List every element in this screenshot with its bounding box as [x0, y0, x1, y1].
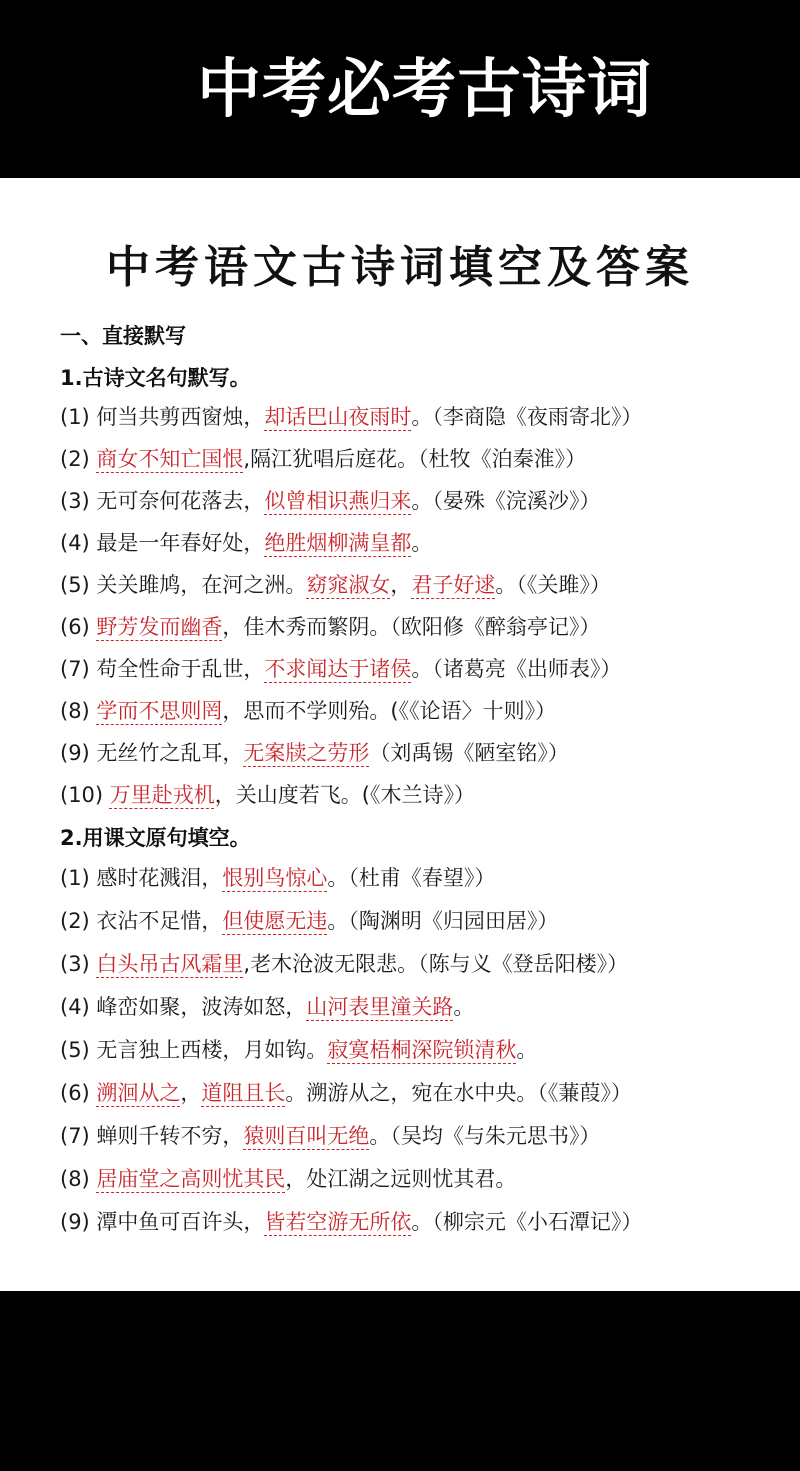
- item-number: (1): [60, 405, 97, 429]
- fill-blank-item: [60, 575, 611, 596]
- item-source: ，思而不学则殆。(《《论语〉十则》）: [222, 699, 557, 723]
- answer-text: 山河表里潼关路: [306, 995, 454, 1019]
- item-prompt: 无言独上西楼，月如钩。: [96, 1038, 328, 1062]
- item-source: 。（诸葛亮《出师表》）: [411, 657, 622, 681]
- item-number: (2): [60, 909, 97, 933]
- item-number: (2): [60, 447, 97, 471]
- item-number: (4): [60, 995, 97, 1019]
- item-source: 。（晏殊《浣溪沙》）: [411, 489, 601, 513]
- item-source: 。: [516, 1038, 538, 1062]
- answer-text: 恨别鸟惊心: [222, 866, 328, 890]
- item-source: ，处江湖之远则忧其君。: [285, 1167, 517, 1191]
- answer-text: 但使愿无违: [222, 909, 328, 933]
- part1-heading: 1.古诗文名句默写。: [60, 366, 251, 390]
- item-prompt: 感时花溅泪，: [96, 866, 223, 890]
- fill-blank-item: [60, 1212, 642, 1233]
- item-number: (10): [60, 783, 110, 807]
- item-source: ，佳木秀而繁阴。（欧阳修《醉翁亭记》）: [222, 615, 601, 639]
- fill-blank-item: [60, 407, 642, 428]
- item-prompt: 苟全性命于乱世，: [96, 657, 265, 681]
- item-source: 。（李商隐《夜雨寄北》）: [411, 405, 643, 429]
- answer-text: 君子好逑: [411, 573, 496, 597]
- item-source: 。（陶渊明《归园田居》）: [327, 909, 559, 933]
- item-punctuation: ，: [180, 1081, 202, 1105]
- item-prompt: 最是一年春好处，: [96, 531, 265, 555]
- answer-text: 皆若空游无所依: [264, 1210, 412, 1234]
- fill-blank-item: [60, 1083, 632, 1104]
- answer-text: 却话巴山夜雨时: [264, 405, 412, 429]
- item-source: 。: [453, 995, 475, 1019]
- fill-blank-item: [60, 1126, 600, 1147]
- item-source: 。（柳宗元《小石潭记》）: [411, 1210, 643, 1234]
- item-number: (9): [60, 1210, 97, 1234]
- item-number: (3): [60, 489, 97, 513]
- item-source: ，关山度若飞。(《木兰诗》）: [214, 783, 475, 807]
- document-page: [0, 178, 800, 1291]
- fill-blank-item: [60, 491, 600, 512]
- answer-text: 不求闻达于诸侯: [264, 657, 412, 681]
- fill-blank-item: [60, 1169, 516, 1190]
- item-number: (6): [60, 615, 97, 639]
- item-number: (1): [60, 866, 97, 890]
- item-number: (7): [60, 1124, 97, 1148]
- item-number: (4): [60, 531, 97, 555]
- item-prompt: 蝉则千转不穷，: [96, 1124, 244, 1148]
- fill-blank-item: [60, 743, 569, 764]
- item-prompt: 潭中鱼可百许头，: [96, 1210, 265, 1234]
- answer-text: 商女不知亡国恨: [96, 447, 244, 471]
- item-punctuation: ，: [390, 573, 412, 597]
- answer-text: 绝胜烟柳满皇都: [264, 531, 412, 555]
- item-prompt: 峰峦如聚，波涛如怒，: [96, 995, 307, 1019]
- bottom-bar: [0, 1291, 800, 1471]
- part2-heading: 2.用课文原句填空。: [60, 826, 251, 850]
- section-heading: 一、直接默写: [60, 324, 186, 348]
- item-prompt: 何当共剪西窗烛，: [96, 405, 265, 429]
- answer-text: 道阻且长: [201, 1081, 286, 1105]
- banner-title: 中考必考古诗词: [197, 53, 652, 127]
- item-source: 。（《关雎》）: [495, 573, 611, 597]
- fill-blank-item: [60, 617, 600, 638]
- item-source: 。（吴均《与朱元思书》）: [369, 1124, 601, 1148]
- item-source: ,隔江犹唱后庭花。（杜牧《泊秦淮》）: [243, 447, 587, 471]
- item-number: (8): [60, 1167, 97, 1191]
- fill-blank-item: [60, 701, 556, 722]
- fill-blank-item: [60, 785, 475, 806]
- fill-blank-item: [60, 954, 628, 975]
- item-number: (5): [60, 1038, 97, 1062]
- fill-blank-item: [60, 533, 432, 554]
- item-prompt: 关关雎鸠，在河之洲。: [96, 573, 307, 597]
- answer-text: 寂寞梧桐深院锁清秋: [327, 1038, 517, 1062]
- item-source: 。: [411, 531, 433, 555]
- item-number: (9): [60, 741, 97, 765]
- item-prompt: 无丝竹之乱耳，: [96, 741, 244, 765]
- document-title: 中考语文古诗词填空及答案: [106, 242, 694, 293]
- fill-blank-item: [60, 1040, 537, 1061]
- item-number: (7): [60, 657, 97, 681]
- answer-text: 学而不思则罔: [96, 699, 223, 723]
- answer-text: 无案牍之劳形: [243, 741, 370, 765]
- fill-blank-item: [60, 997, 474, 1018]
- answer-text: 居庙堂之高则忧其民: [96, 1167, 286, 1191]
- item-prompt: 无可奈何花落去，: [96, 489, 265, 513]
- fill-blank-item: [60, 868, 495, 889]
- item-source: ,老木沧波无限悲。（陈与义《登岳阳楼》）: [243, 952, 629, 976]
- top-banner: [0, 0, 800, 178]
- item-number: (3): [60, 952, 97, 976]
- answer-text: 白头吊古风霜里: [96, 952, 244, 976]
- item-number: (8): [60, 699, 97, 723]
- item-source: 。（杜甫《春望》）: [327, 866, 496, 890]
- item-prompt: 衣沾不足惜，: [96, 909, 223, 933]
- answer-text: 溯洄从之: [96, 1081, 181, 1105]
- answer-text: 似曾相识燕归来: [264, 489, 412, 513]
- item-source: （刘禹锡《陋室铭》）: [369, 741, 569, 765]
- fill-blank-item: [60, 911, 558, 932]
- fill-blank-item: [60, 659, 621, 680]
- item-source: 。溯游从之，宛在水中央。（《蒹葭》）: [285, 1081, 632, 1105]
- item-number: (5): [60, 573, 97, 597]
- answer-text: 窈窕淑女: [306, 573, 391, 597]
- answer-text: 猿则百叫无绝: [243, 1124, 370, 1148]
- fill-blank-item: [60, 449, 586, 470]
- answer-text: 野芳发而幽香: [96, 615, 223, 639]
- answer-text: 万里赴戎机: [109, 783, 215, 807]
- item-number: (6): [60, 1081, 97, 1105]
